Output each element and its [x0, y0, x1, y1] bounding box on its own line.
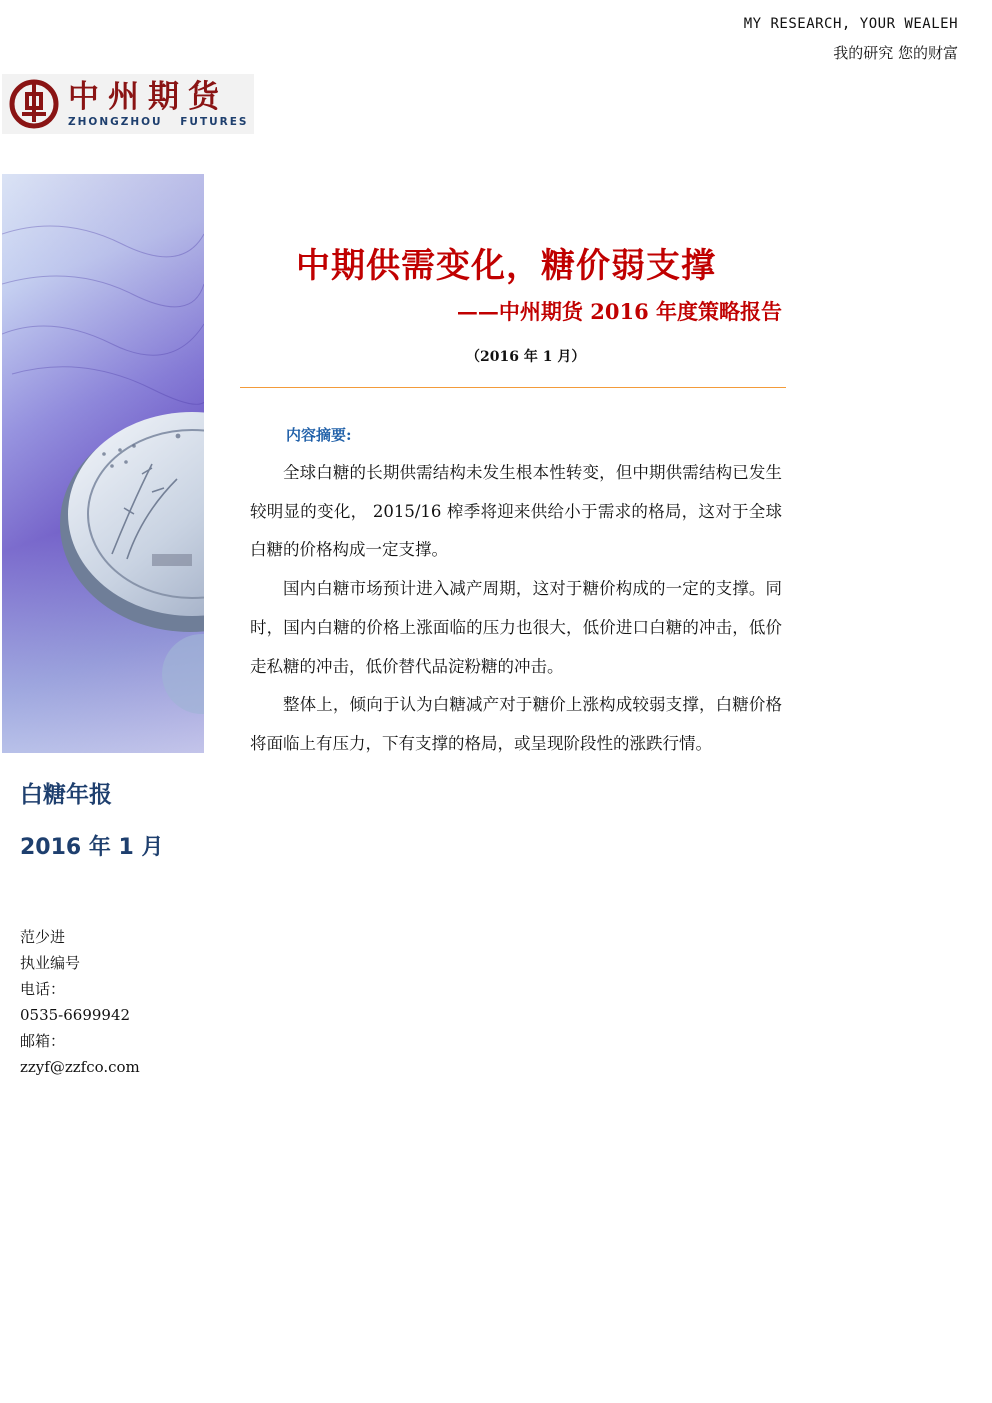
phone-label: 电话： — [20, 980, 66, 998]
report-subtitle: ——中州期货 2016 年度策略报告 — [456, 299, 782, 324]
summary-paragraph: 全球白糖的长期供需结构未发生根本性转变，但中期供需结构已发生较明显的变化， 2015/16 榨季将迎来供给小于需求的格局，这对于全球白糖的价格构成一定支撑。 — [250, 463, 782, 560]
slogan-english: MY RESEARCH, YOUR WEALEH — [743, 16, 958, 32]
email-address: zzyf@zzfco.com — [20, 1058, 140, 1076]
coin-logo-icon — [8, 78, 60, 130]
summary-paragraph: 整体上，倾向于认为白糖减产对于糖价上涨构成较弱支撑，白糖价格将面临上有压力，下有支撑的格局，或呈现阶段性的涨跌行情。 — [250, 695, 782, 753]
analyst-name: 范少进 — [20, 928, 66, 946]
summary-paragraph: 国内白糖市场预计进入减产周期，这对于糖价构成的一定的支撑。同时，国内白糖的价格上涨面临的压力也很大，低价进口白糖的冲击，低价走私糖的冲击，低价替代品淀粉糖的冲击。 — [250, 579, 782, 676]
cover-coin-image — [2, 174, 204, 753]
report-type: 白糖年报 — [20, 782, 112, 808]
phone-number: 0535-6699942 — [20, 1006, 131, 1024]
email-label: 邮箱： — [20, 1032, 66, 1050]
analyst-contact — [20, 924, 140, 1080]
summary-heading: 内容摘要: — [286, 426, 352, 444]
report-month: 2016 年 1 月 — [20, 835, 164, 860]
title-divider — [240, 387, 786, 388]
summary-body — [250, 454, 782, 764]
report-date: （2016 年 1 月） — [466, 349, 586, 365]
slogan-chinese: 我的研究 您的财富 — [833, 44, 958, 62]
logo-name-english: ZHONGZHOU FUTURES — [68, 116, 249, 128]
license-label: 执业编号 — [20, 954, 81, 972]
company-logo — [2, 74, 254, 134]
report-title: 中期供需变化，糖价弱支撑 — [296, 246, 716, 286]
logo-name-chinese: 中州期货 — [68, 79, 228, 115]
